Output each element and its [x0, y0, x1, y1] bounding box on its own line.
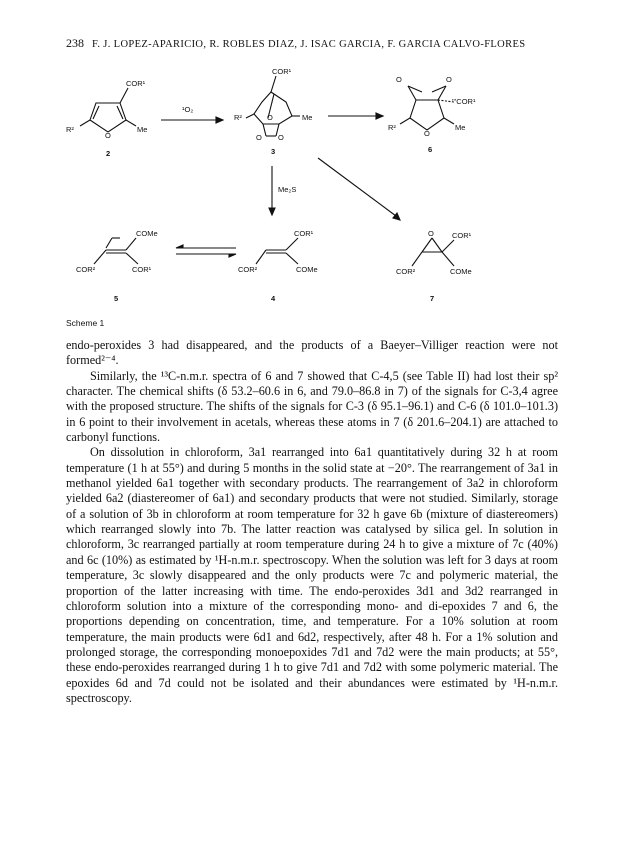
compound-number-6: 6 [428, 145, 433, 154]
paragraph-3: On dissolution in chloroform, 3a1 rearranged into 6a1 quantitatively during 32 h at room temperature (1 h at 55°) and during 5 months in the solid state at −20°. The rearrangement of 3a1 in methanol yielded 6a1 together with secondary products. The rearrangement of 3a2 in chloroform yielded 6a2 (diastereomer of 6a1) and secondary products that were not studied. Similarly, storage of a solution of 3b in chloroform at room temperature for 32 h gave 6b (mixture of diastereomers) which rearranged slowly into 7b. The latter reaction was catalysed by silica gel. In solution in chloroform, 3c rearranged partially at room temperature during 24 h to give a mixture of 7c (40%) and 6c (10%) as estimated by ¹H-n.m.r. spectroscopy. When the solution was left for 3 days at room temperature, 3c slowly disappeared and the only products were 7c and polymeric material, the proportion of the latter increasing with time. The endo-peroxides 3d1 and 3d2 rearranged in chloroform solution into a mixture of the corresponding mono- and di-epoxides 7 and 6, the proportions depending on concentration, time, and temperature. For a 10% solution at room temperature, the main products were 6d1 and 6d2, respectively, after 48 h. For a 1% solution and prolonged storage, the corresponding monoepoxides 7d1 and 7d2 were the main products; at 55°, these endo-peroxides rearranged during 1 h to give 7d1 and 7d2 with some polymeric material. The epoxides 6d and 7d could not be isolated and their abundances were estimated by ¹H-n.m.r. spectroscopy. [66, 445, 558, 705]
compound-7-structure [412, 238, 454, 266]
c3-o-bridge: O [267, 113, 273, 122]
c4-cor2: COR² [238, 265, 258, 274]
c2-o: O [105, 131, 111, 140]
c6-cor1: '''COR¹ [452, 97, 476, 106]
c5-come: COMe [136, 229, 158, 238]
c6-o-ring: O [424, 129, 430, 138]
c7-cor2: COR² [396, 267, 416, 276]
c6-me: Me [455, 123, 466, 132]
compound-5-structure [94, 238, 138, 264]
c4-come: COMe [296, 265, 318, 274]
c2-cor1: COR¹ [126, 79, 146, 88]
compound-number-7: 7 [430, 294, 435, 303]
c6-o-left: O [396, 75, 402, 84]
c6-r2: R² [388, 123, 396, 132]
compound-number-2: 2 [106, 149, 111, 158]
c7-cor1: COR¹ [452, 231, 472, 240]
c2-r2: R² [66, 125, 74, 134]
c3-me: Me [302, 113, 313, 122]
compound-6-structure [400, 86, 454, 130]
running-header [66, 36, 566, 51]
reagent-dimethyl-sulfide: Me₂S [278, 185, 297, 194]
c5-cor2: COR² [76, 265, 96, 274]
compound-2-structure [80, 88, 136, 132]
compound-number-3: 3 [271, 147, 276, 156]
c3-o-right: O [278, 133, 284, 142]
compound-4-structure [256, 238, 298, 264]
arrow-3-to-7 [318, 158, 396, 216]
c3-cor1: COR¹ [272, 67, 292, 76]
page-number: 238 [66, 36, 84, 50]
c4-cor1: COR¹ [294, 229, 314, 238]
author-line: F. J. LOPEZ-APARICIO, R. ROBLES DIAZ, J. ISAC GARCIA, F. GARCIA CALVO-FLORES [92, 39, 526, 50]
c5-cor1: COR¹ [132, 265, 152, 274]
c2-me: Me [137, 125, 148, 134]
compound-number-4: 4 [271, 294, 276, 303]
scheme-drawing [66, 58, 566, 328]
c7-come: COMe [450, 267, 472, 276]
compound-3-structure [246, 76, 300, 136]
paragraph-1: endo-peroxides 3 had disappeared, and the products of a Baeyer–Villiger reaction were not formed²⁻⁴. [66, 338, 558, 368]
c3-r2: R² [234, 113, 242, 122]
c6-o-right: O [446, 75, 452, 84]
reaction-scheme [66, 58, 566, 328]
compound-number-5: 5 [114, 294, 119, 303]
equilibrium-arrows [176, 245, 236, 257]
reagent-singlet-oxygen: ¹O₂ [182, 105, 194, 114]
paragraph-2: Similarly, the ¹³C-n.m.r. spectra of 6 and 7 showed that C-4,5 (see Table II) had lost their sp² character. The chemical shifts (δ 53.2–60.6 in 6, and 79.0–86.8 in 7) of the signals for C-3,4 agree with the proposed structure. The shifts of the signals for C-3 (δ 95.1–96.1) and C-6 (δ 101.0–101.3) in 6 point to their involvement in acetals, whereas these atoms in 7 (δ 201.6–204.1) are attached to carbonyl functions. [66, 368, 558, 445]
scheme-caption: Scheme 1 [66, 318, 105, 328]
c7-o: O [428, 229, 434, 238]
c3-o-left: O [256, 133, 262, 142]
article-body [66, 338, 558, 706]
